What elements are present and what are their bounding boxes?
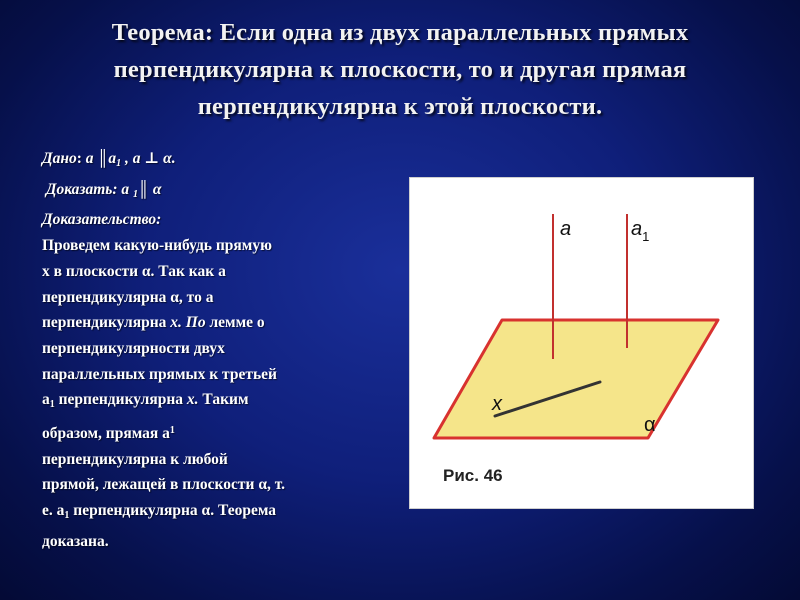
- proof-line-7-sub: 1: [49, 399, 55, 411]
- proof-line-7: [42, 387, 392, 418]
- proof-line-12: доказана.: [42, 532, 109, 550]
- given-a1-sub: 1: [116, 158, 122, 169]
- proof-line-1: Проведем какую-нибудь прямую: [42, 237, 272, 255]
- proof-line-9: перпендикулярна к любой: [42, 450, 228, 468]
- proof-line-11-sub: 1: [64, 510, 70, 522]
- proof-line-4: [42, 310, 392, 336]
- proof-line-6: параллельных прямых к третьей: [42, 365, 277, 383]
- proof-line-4-start: перпендикулярна: [42, 314, 171, 332]
- prove-sub: 1: [133, 188, 139, 200]
- prove-rest: ║ α: [138, 180, 162, 198]
- given-a1: a: [108, 150, 117, 167]
- title-line-3: перпендикулярна к этой плоскости.: [197, 93, 603, 120]
- proof-line-4-po: По: [181, 314, 206, 332]
- title-line-2: перпендикулярна к плоскости, то и другая прямая: [113, 56, 687, 83]
- proof-line-11: [42, 498, 392, 529]
- label-a1-base: a: [631, 218, 643, 240]
- proof-line-3: перпендикулярна α, то а: [42, 288, 214, 306]
- label-a1: [631, 218, 649, 244]
- parallel-symbol: ║: [97, 150, 109, 167]
- given-rest: , a ⊥ α.: [121, 150, 176, 167]
- label-x: x: [492, 393, 502, 415]
- proof-line-8-start: образом, прямая а: [42, 425, 170, 443]
- given-line: [42, 146, 392, 177]
- label-alpha: α: [644, 414, 656, 436]
- proof-line-2: х в плоскости α. Так как а: [42, 262, 226, 280]
- proof-line-11-start: е. а: [42, 502, 65, 520]
- proof-line-7-a: а: [42, 391, 50, 409]
- label-a1-sub: 1: [642, 229, 650, 244]
- given-colon: :: [76, 150, 82, 167]
- title-line-1: Теорема: Если одна из двух параллельных прямых: [111, 19, 689, 46]
- plane-alpha: [434, 320, 718, 438]
- proof-line-7-end: Таким: [198, 391, 249, 409]
- given-a: a: [81, 150, 98, 167]
- label-a: a: [560, 218, 572, 240]
- proof-line-8-sup: 1: [169, 425, 175, 437]
- figure-46: [409, 177, 754, 509]
- figure-svg: [410, 178, 753, 508]
- proof-line-4-x: х.: [170, 314, 182, 332]
- proof-line-10: прямой, лежащей в плоскости α, т.: [42, 476, 286, 494]
- given-label: Дано: [42, 150, 77, 167]
- proof-line-8: [42, 418, 392, 447]
- proof-line-11-rest: перпендикулярна α. Теорема: [69, 502, 277, 520]
- proof-line-4-rest: лемме о: [205, 314, 265, 332]
- proof-line-5: перпендикулярности двух: [42, 339, 225, 357]
- proof-line-7-x: х.: [186, 391, 199, 409]
- prove-label: Доказать: a: [45, 180, 134, 198]
- prove-line: [42, 177, 392, 208]
- proof-line-7-rest: перпендикулярна: [54, 391, 187, 409]
- figure-caption: Рис. 46: [443, 466, 503, 485]
- proof-label: Доказательство:: [42, 211, 162, 229]
- proof-text: [42, 146, 392, 555]
- slide-title: [20, 14, 780, 125]
